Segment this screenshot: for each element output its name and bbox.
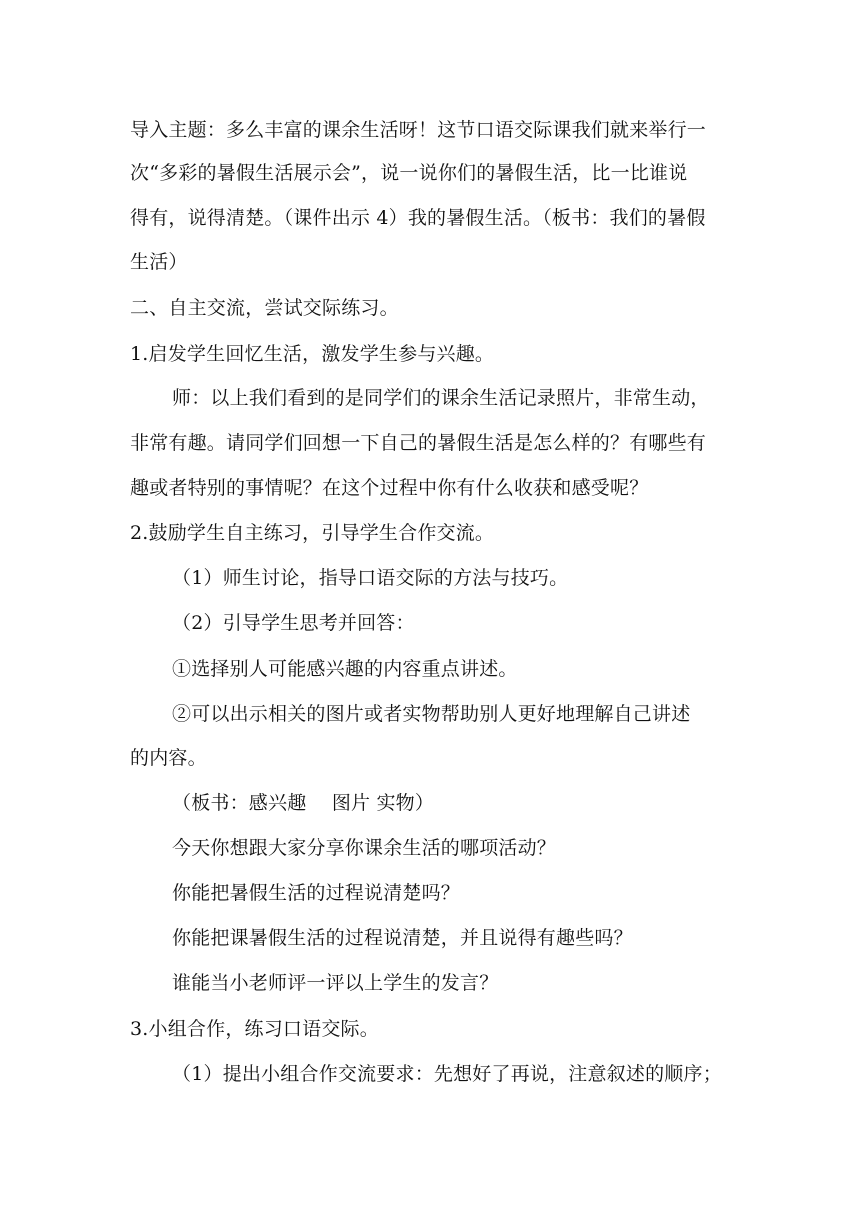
numbered-heading: 3.小组合作，练习口语交际。: [130, 1018, 379, 1040]
paragraph-line: 师：以上我们看到的是同学们的课余生活记录照片，非常生动，: [172, 387, 710, 409]
question-line: 今天你想跟大家分享你课余生活的哪项活动？: [172, 837, 557, 859]
list-item: （1）提出小组合作交流要求：先想好了再说，注意叙述的顺序；: [172, 1063, 722, 1085]
numbered-heading: 1.启发学生回忆生活，激发学生参与兴趣。: [130, 343, 495, 365]
list-item: ②可以出示相关的图片或者实物帮助别人更好地理解自己讲述: [172, 703, 691, 725]
paragraph-line: 得有，说得清楚。（课件出示 4）我的暑假生活。（板书：我们的暑假: [130, 207, 706, 229]
question-line: 你能把暑假生活的过程说清楚吗？: [172, 882, 461, 904]
paragraph-line: 次“多彩的暑假生活展示会”，说一说你们的暑假生活，比一比谁说: [130, 162, 688, 184]
list-item: ①选择别人可能感兴趣的内容重点讲述。: [172, 658, 518, 680]
paragraph-line: 非常有趣。请同学们回想一下自己的暑假生活是怎么样的？有哪些有: [130, 432, 707, 454]
question-line: 你能把课暑假生活的过程说清楚，并且说得有趣些吗？: [172, 927, 633, 949]
list-item: （2）引导学生思考并回答：: [172, 612, 415, 634]
question-line: 谁能当小老师评一评以上学生的发言？: [172, 972, 499, 994]
paragraph-line: 生活）: [130, 251, 188, 273]
paragraph-line: 趣或者特别的事情呢？在这个过程中你有什么收获和感受呢？: [130, 477, 649, 499]
numbered-heading: 2.鼓励学生自主练习，引导学生合作交流。: [130, 522, 495, 544]
list-item: （1）师生讨论，指导口语交际的方法与技巧。: [172, 567, 569, 589]
paragraph-line: 导入主题：多么丰富的课余生活呀！这节口语交际课我们就来举行一: [130, 119, 707, 141]
blackboard-note: （板书：感兴趣 图片 实物）: [172, 792, 435, 814]
section-heading: 二、自主交流，尝试交际练习。: [130, 297, 399, 319]
paragraph-line: 的内容。: [130, 747, 207, 769]
